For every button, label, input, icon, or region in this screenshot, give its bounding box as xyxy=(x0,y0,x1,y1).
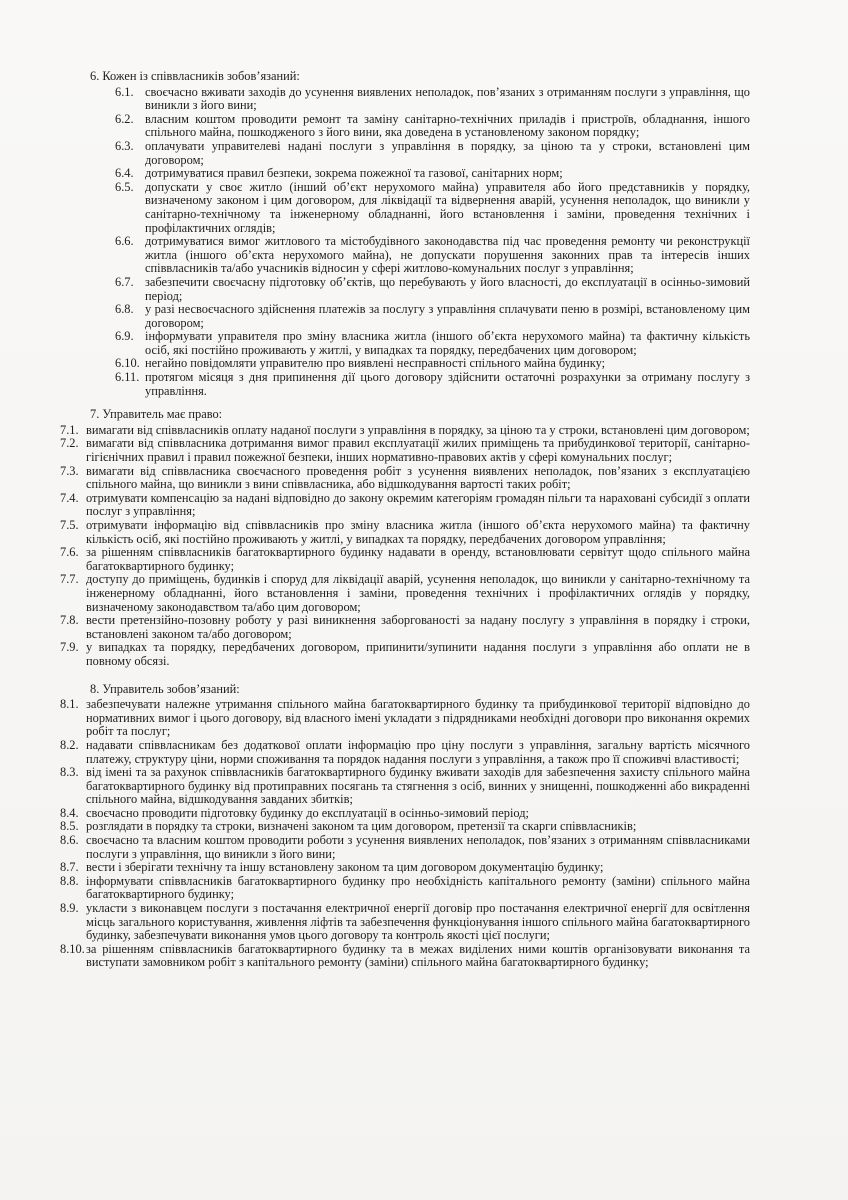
clause-number: 6.4. xyxy=(115,166,134,181)
clause-number: 7.9. xyxy=(60,640,79,655)
section-6-heading: 6. Кожен із співвласників зобов’язаний: xyxy=(90,69,300,83)
clause-item xyxy=(60,492,750,519)
clause-item xyxy=(115,357,750,371)
clause-text: своєчасно вживати заходів до усунення виявлених неполадок, пов’язаних з отриманням послуги з управління, що виникли з його вини; xyxy=(145,84,750,113)
clause-item xyxy=(60,614,750,641)
clause-text: дотримуватися вимог житлового та містобудівного законодавства під час проведення ремонту чи реконструкції житла (іншого об’єкта нерухомого майна), не допускати порушення законних прав та інтересів інших співвласників та/або учасників відносин у сфері житлово-комунальних послуг з управління; xyxy=(145,234,750,276)
section-8-list xyxy=(60,698,750,970)
clause-text: своєчасно та власним коштом проводити роботи з усунення виявлених неполадок, пов’язаних з отриманням співвласниками послуги з управління, що виникли з його вини; xyxy=(86,833,750,861)
clause-text: інформувати управителя про зміну власника житла (іншого об’єкта нерухомого майна) та фактичну кількість осіб, які постійно проживають у житлі, у випадках та порядку, передбачених цим договором; xyxy=(145,329,750,357)
clause-item xyxy=(60,465,750,492)
clause-number: 8.2. xyxy=(60,737,79,752)
clause-item xyxy=(115,86,750,113)
clause-text: забезпечити своєчасну підготовку об’єктів, що перебувають у його власності, до експлуатації в осінньо-зимовий період; xyxy=(145,274,750,303)
section-8 xyxy=(60,683,750,970)
clause-number: 6.1. xyxy=(115,84,134,99)
clause-item xyxy=(115,235,750,276)
clause-text: за рішенням співвласників багатоквартирного будинку надавати в оренду, встановлювати сервітут щодо спільного майна багатоквартирного будинку; xyxy=(86,545,750,573)
clause-text: дотримуватися правил безпеки, зокрема пожежної та газової, санітарних норм; xyxy=(145,166,563,181)
section-8-heading: 8. Управитель зобов’язаний: xyxy=(90,681,240,696)
clause-number: 8.10. xyxy=(60,941,85,956)
clause-item xyxy=(60,807,750,821)
clause-item xyxy=(60,820,750,834)
clause-item xyxy=(115,371,750,398)
clause-item xyxy=(115,303,750,330)
clause-number: 7.6. xyxy=(60,545,79,560)
clause-number: 6.5. xyxy=(115,179,134,194)
clause-item xyxy=(115,181,750,235)
clause-number: 7.5. xyxy=(60,518,79,532)
section-7-list xyxy=(60,424,750,669)
clause-text: вимагати від співвласника дотримання вимог правил експлуатації жилих приміщень та прибудинкової території, санітарно-гігієнічних правил і правил пожежної безпеки, інших нормативно-правових актів у сфері комунальних послуг; xyxy=(86,436,750,465)
clause-item xyxy=(60,424,750,438)
clause-text: протягом місяця з дня припинення дії цього договору здійснити остаточні розрахунки за отриману послугу з управління. xyxy=(145,370,750,398)
clause-item xyxy=(115,140,750,167)
clause-item xyxy=(60,519,750,546)
clause-number: 7.2. xyxy=(60,436,79,451)
clause-number: 6.3. xyxy=(115,138,134,153)
clause-text: власним коштом проводити ремонт та заміну санітарно-технічних приладів і пристроїв, обладнання, іншого спільного майна, пошкодженого з його вини, яка доведена в установленому законом порядку; xyxy=(145,111,750,140)
clause-text: своєчасно проводити підготовку будинку до експлуатації в осінньо-зимовий період; xyxy=(86,805,529,820)
section-6-list xyxy=(60,86,750,399)
clause-text: забезпечувати належне утримання спільного майна багатоквартирного будинку та прибудинкової території відповідно до нормативних вимог і цього договору, від власного імені укладати з підрядниками необхідні договори про виконання окремих робіт та послуг; xyxy=(86,697,750,739)
clause-text: укласти з виконавцем послуги з постачання електричної енергії договір про постачання електричної енергії для освітлення місць загального користування, живлення ліфтів та забезпечення функціонування іншого спільного майна багатоквартирного будинку, забезпечувати виконання умов цього договору та контроль якості цієї послуги; xyxy=(86,901,750,943)
section-7-heading: 7. Управитель має право: xyxy=(90,407,223,422)
clause-item xyxy=(60,875,750,902)
clause-item xyxy=(60,766,750,807)
clause-number: 7.1. xyxy=(60,422,79,437)
clause-text: вимагати від співвласника своєчасного проведення робіт з усунення виявлених неполадок, пов’язаних з експлуатацією спільного майна, що виникли з вини співвласника, або відшкодування вартості таких робіт; xyxy=(86,463,750,492)
clause-text: інформувати співвласників багатоквартирного будинку про необхідність капітального ремонту (заміни) спільного майна багатоквартирного будинку; xyxy=(86,873,750,902)
clause-number: 6.8. xyxy=(115,302,134,317)
clause-number: 7.3. xyxy=(60,463,79,478)
clause-number: 8.4. xyxy=(60,805,79,820)
clause-item xyxy=(115,330,750,357)
clause-number: 7.7. xyxy=(60,572,79,587)
clause-text: надавати співвласникам без додаткової оплати інформацію про ціну послуги з управління, загальну вартість місячного платежу, структуру ціни, норми споживання та порядок надання послуги з управління, а також про її споживчі властивості; xyxy=(86,737,750,766)
clause-number: 6.11. xyxy=(115,370,140,385)
clause-text: отримувати компенсацію за надані відповідно до закону окремим категоріям громадян пільги та нараховані субсидії з оплати послуг з управління; xyxy=(86,490,750,519)
clause-item xyxy=(60,861,750,875)
clause-item xyxy=(60,739,750,766)
clause-number: 6.6. xyxy=(115,234,134,249)
clause-item xyxy=(60,546,750,573)
clause-text: у разі несвоєчасного здійснення платежів за послугу з управління сплачувати пеню в розмірі, встановленому цим договором; xyxy=(145,302,750,330)
clause-number: 8.5. xyxy=(60,819,79,834)
clause-item xyxy=(115,167,750,181)
clause-item xyxy=(60,641,750,668)
clause-text: вимагати від співвласників оплату наданої послуги з управління в порядку, за ціною та у строки, встановлені цим договором; xyxy=(86,422,750,437)
clause-text: оплачувати управителеві надані послуги з управління в порядку, за ціною та у строки, встановлені цим договором; xyxy=(145,138,750,167)
section-6 xyxy=(60,70,750,398)
clause-text: отримувати інформацію від співвласників про зміну власника житла (іншого об’єкта нерухомого майна) та фактичну кількість осіб, які постійно проживають у житлі, у випадках та порядку, передбачених договором управління; xyxy=(86,518,750,546)
clause-text: доступу до приміщень, будинків і споруд для ліквідації аварій, усунення неполадок, що виникли у санітарно-технічному та інженерному обладнанні, його встановлення і заміни, проведення технічних і профілактичних оглядів у порядку, визначеному законодавством та/або цим договором; xyxy=(86,572,750,614)
clause-number: 6.2. xyxy=(115,111,134,126)
clause-item xyxy=(115,113,750,140)
clause-number: 8.7. xyxy=(60,860,79,875)
clause-item xyxy=(60,943,750,970)
clause-number: 6.9. xyxy=(115,329,134,344)
clause-number: 8.6. xyxy=(60,833,79,848)
clause-item xyxy=(60,902,750,943)
clause-item xyxy=(60,573,750,614)
clause-number: 8.3. xyxy=(60,765,79,780)
clause-text: допускати у своє житло (інший об’єкт нерухомого майна) управителя або його представників у порядку, визначеному законом і цим договором, для ліквідації та відвернення аварій, усунення неполадок, що виникли у санітарно-технічному та інженерному обладнанні, його встановлення і заміни, проведення технічних і профілактичних оглядів; xyxy=(145,179,750,235)
clause-number: 8.9. xyxy=(60,901,79,916)
clause-text: негайно повідомляти управителю про виявлені несправності спільного майна будинку; xyxy=(145,356,606,371)
clause-text: вести претензійно-позовну роботу у разі виникнення заборгованості за надану послугу з управління в порядку і строки, встановлені законом та/або договором; xyxy=(86,613,750,641)
clause-number: 7.8. xyxy=(60,613,79,628)
clause-text: у випадках та порядку, передбачених договором, припинити/зупинити надання послуги з управління або оплати не в повному обсязі. xyxy=(86,640,750,668)
clause-number: 6.7. xyxy=(115,274,134,289)
clause-text: за рішенням співвласників багатоквартирного будинку та в межах виділених ними коштів організовувати виконання та виступати замовником робіт з капітального ремонту (заміни) спільного майна багатоквартирного будинку; xyxy=(86,941,750,970)
section-7 xyxy=(60,408,750,668)
clause-number: 8.1. xyxy=(60,697,79,712)
clause-number: 7.4. xyxy=(60,490,79,505)
clause-item xyxy=(60,698,750,739)
clause-text: від імені та за рахунок співвласників багатоквартирного будинку вживати заходів для забезпечення захисту спільного майна багатоквартирного будинку від протиправних посягань та стягнення з осіб, винних у знищенні, пошкодженні або викраденні спільного майна, відшкодування завданих збитків; xyxy=(86,765,750,807)
clause-number: 6.10. xyxy=(115,356,140,371)
clause-number: 8.8. xyxy=(60,873,79,888)
clause-text: розглядати в порядку та строки, визначені законом та цим договором, претензії та скарги співвласників; xyxy=(86,819,637,834)
clause-item xyxy=(60,834,750,861)
clause-item xyxy=(60,437,750,464)
clause-item xyxy=(115,276,750,303)
clause-text: вести і зберігати технічну та іншу встановлену законом та цим договором документацію будинку; xyxy=(86,860,604,875)
document-body xyxy=(60,70,750,970)
